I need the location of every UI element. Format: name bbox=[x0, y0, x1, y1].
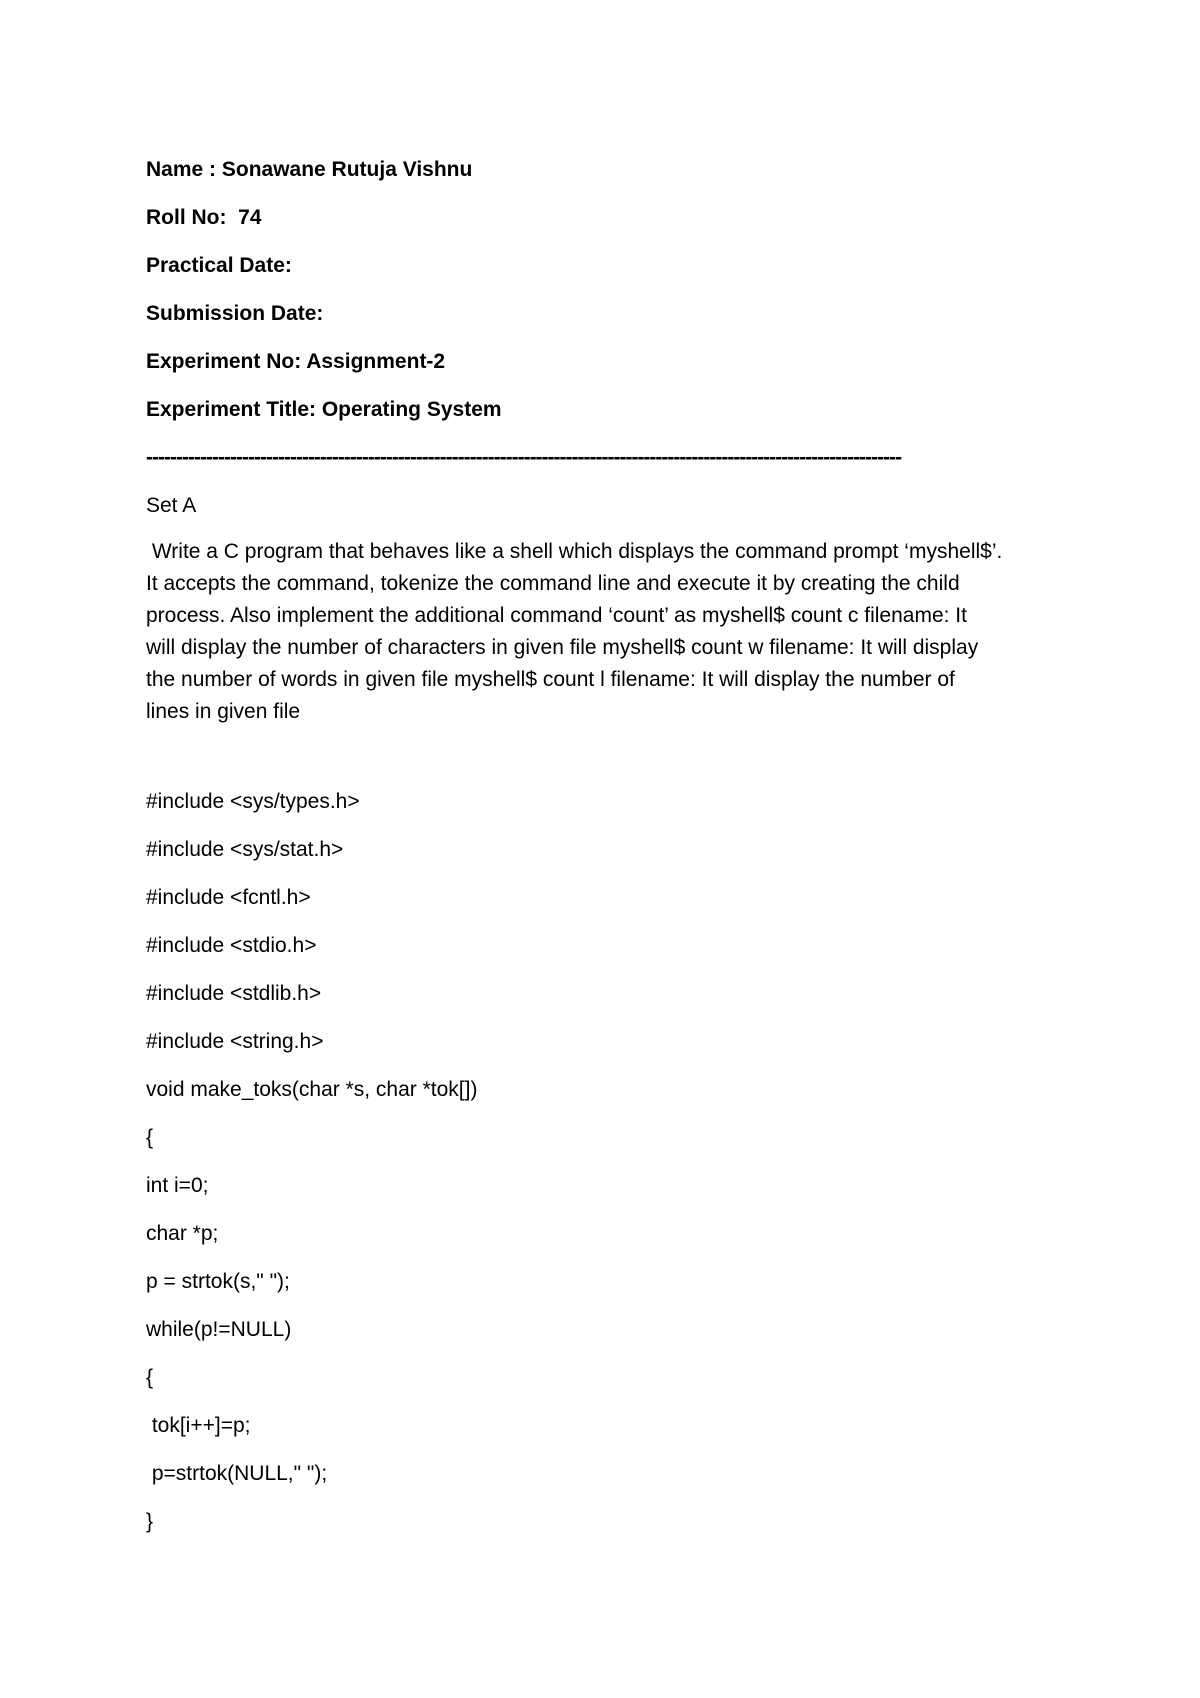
code-line: #include <fcntl.h> bbox=[146, 886, 311, 909]
experiment-title: Experiment Title: Operating System bbox=[146, 398, 502, 421]
code-line: char *p; bbox=[146, 1222, 219, 1245]
submission-date: Submission Date: bbox=[146, 302, 324, 325]
question-line: process. Also implement the additional command ‘count’ as myshell$ count c filename: It bbox=[146, 604, 967, 627]
code-line: } bbox=[146, 1510, 154, 1533]
code-line: #include <stdlib.h> bbox=[146, 982, 322, 1005]
student-name: Name : Sonawane Rutuja Vishnu bbox=[146, 158, 473, 181]
code-line: { bbox=[146, 1366, 154, 1389]
divider-line: ------------------------------------------------------------------------------------------------------------------------------ bbox=[146, 446, 902, 469]
code-line: int i=0; bbox=[146, 1174, 209, 1197]
question-line: Write a C program that behaves like a shell which displays the command prompt ‘myshell$’. bbox=[146, 540, 1003, 563]
question-text bbox=[146, 536, 1052, 728]
code-listing bbox=[146, 778, 1061, 1546]
code-line: { bbox=[146, 1126, 154, 1149]
code-line: p=strtok(NULL," "); bbox=[146, 1462, 328, 1485]
practical-date: Practical Date: bbox=[146, 254, 292, 277]
question-line: lines in given file bbox=[146, 700, 301, 723]
question-line: the number of words in given file myshell$ count l filename: It will display the number of bbox=[146, 668, 955, 691]
code-line: #include <sys/stat.h> bbox=[146, 838, 344, 861]
code-line: void make_toks(char *s, char *tok[]) bbox=[146, 1078, 478, 1101]
code-line: while(p!=NULL) bbox=[146, 1318, 292, 1341]
code-line: p = strtok(s," "); bbox=[146, 1270, 290, 1293]
question-line: will display the number of characters in given file myshell$ count w filename: It will display bbox=[146, 636, 979, 659]
code-line: #include <stdio.h> bbox=[146, 934, 317, 957]
document-content bbox=[146, 146, 1061, 1546]
set-label: Set A bbox=[146, 494, 197, 517]
question-line: It accepts the command, tokenize the command line and execute it by creating the child bbox=[146, 572, 960, 595]
code-line: tok[i++]=p; bbox=[146, 1414, 251, 1437]
roll-number: Roll No: 74 bbox=[146, 206, 262, 229]
code-line: #include <sys/types.h> bbox=[146, 790, 360, 813]
experiment-number: Experiment No: Assignment-2 bbox=[146, 350, 446, 373]
code-line: #include <string.h> bbox=[146, 1030, 324, 1053]
